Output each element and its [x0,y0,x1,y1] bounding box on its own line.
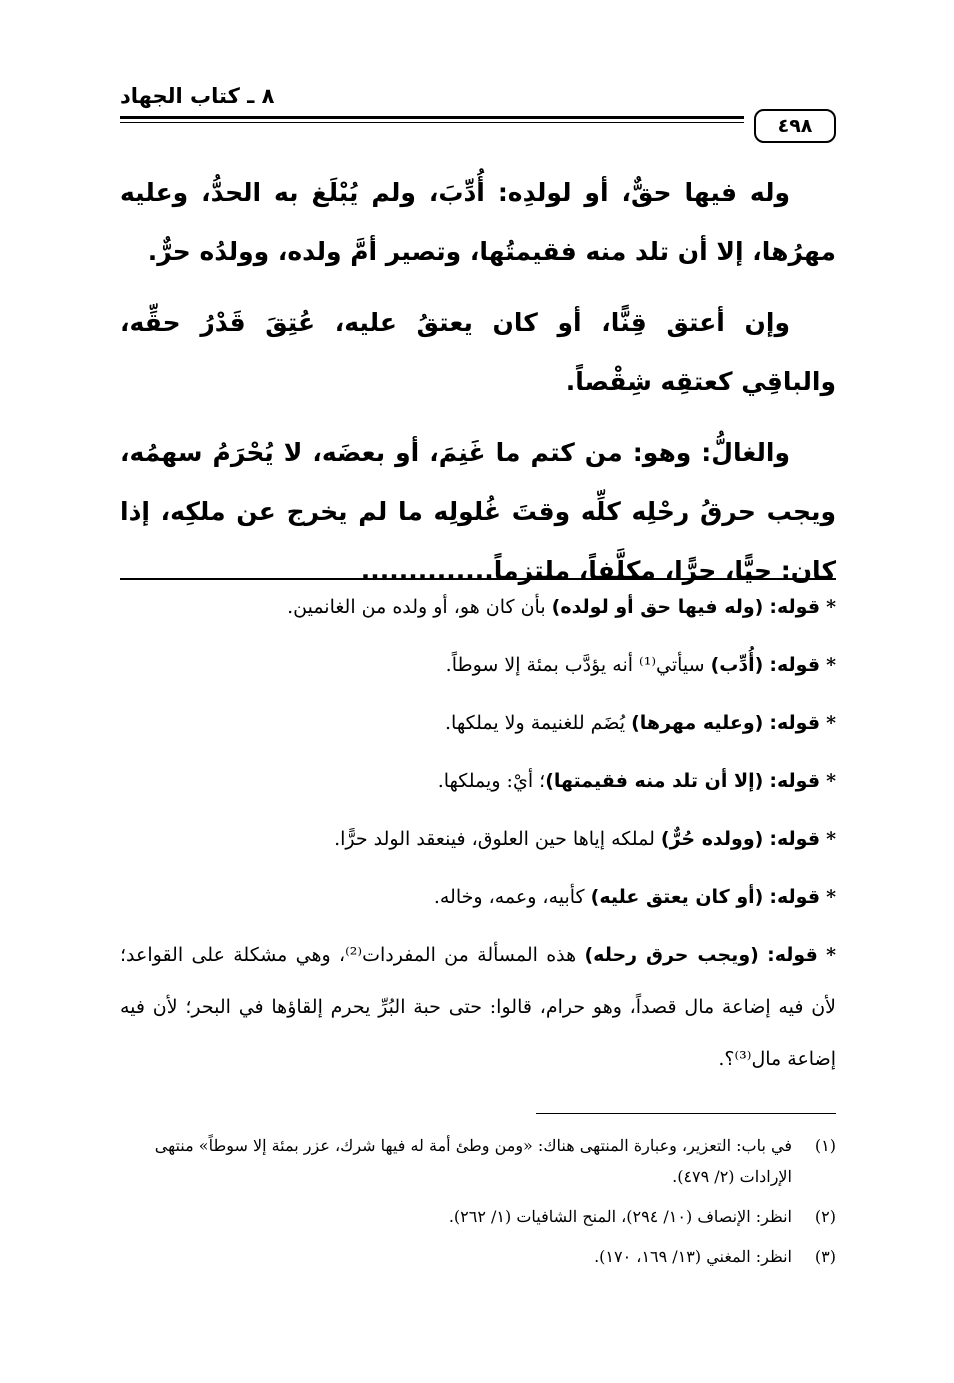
footnotes [120,1130,836,1281]
commentary-text: هذه المسألة من المفردات⁽²⁾، وهي مشكلة على القواعد؛ لأن فيه إضاعة مال قصداً، وهو حرام، قالوا: حتى حبة البُرِّ يحرم إلقاؤها في البحر؛ لأن فيه إضاعة مال⁽³⁾؟. [120,944,836,1070]
commentary-lemma: (أو كان يعتق عليه) [590,886,764,908]
commentary-item [120,824,836,854]
main-paragraph: وله فيها حقٌّ، أو لولدِه: أُدِّبَ، ولم يُبْلَغ به الحدُّ، وعليه مهرُها، إلا أن تلد منه فقيمتُها، وتصير أمَّ ولده، وولدُه حرٌّ. [120,178,836,266]
commentary-separator [120,578,836,580]
chapter-title: ٨ ـ كتاب الجهاد [120,84,275,108]
commentary-item [120,766,836,796]
commentary-intro: قوله: [769,886,821,908]
commentary-intro: قوله: [769,596,821,618]
star-marker: * [826,712,836,734]
commentary-text: سيأتي⁽¹⁾ أنه يؤدَّب بمئة إلا سوطاً. [445,654,711,676]
footnote [120,1241,836,1272]
footnote-text: انظر: الإنصاف (١٠/ ٢٩٤)، المنح الشافيات (١/ ٢٦٢). [448,1207,792,1226]
star-marker: * [826,886,836,908]
star-marker: * [826,654,836,676]
commentary-item [120,592,836,622]
ellipsis-dots: ............. [360,556,485,585]
commentary-text: يُضَم للغنيمة ولا يملكها. [445,712,632,734]
star-marker: * [826,944,837,966]
commentary-text: لملكه إياها حين العلوق، فينعقد الولد حرًّا. [334,828,661,850]
commentary-lemma: (أُدِّب) [710,654,764,676]
commentary-intro: قوله: [767,944,818,966]
commentary-lemma: (وله فيها حق أو لولده) [551,596,764,618]
main-paragraph: وإن أعتق قِنًّا، أو كان يعتقُ عليه، عُتِقَ قَدْرُ حقِّه، والباقِي كعتقِه شِقْصاً. [120,308,836,396]
footnote-text: انظر: المغني (١٣/ ١٦٩، ١٧٠). [594,1247,792,1266]
commentary-item [120,650,836,680]
star-marker: * [826,770,836,792]
commentary-item [120,882,836,912]
main-paragraph [120,423,836,600]
footnote-number: (٢) [814,1207,836,1226]
commentary-item [120,708,836,738]
footnote-number: (٣) [814,1247,836,1266]
footnote-number: (١) [814,1136,836,1155]
footnote-separator [536,1113,836,1114]
commentary-intro: قوله: [769,770,821,792]
footnote [120,1130,836,1192]
commentary-lemma: (ويجب حرق رحله) [584,944,759,966]
main-paragraph-text: والغالُّ: وهو: من كتم ما غَنِمَ، أو بعضَه، لا يُحْرَمُ سهمُه، ويجب حرقُ رحْلِه كلِّه وقتَ غُلولِه ما لم يخرج عن ملكِه، إذا كان: حيًّا، حرًّا، مكلَّفاً، ملتزماً. [120,438,836,585]
running-header [120,82,836,137]
commentary-lemma: (وولده حُرٌّ) [660,828,764,850]
commentary [120,592,836,1113]
commentary-text: ؛ أيْ: ويملكها. [437,770,546,792]
footnote [120,1201,836,1232]
commentary-item [120,929,836,1085]
header-rule [120,116,744,123]
star-marker: * [826,596,836,618]
commentary-intro: قوله: [769,828,821,850]
main-text [120,163,836,600]
footnote-text: في باب: التعزير، وعبارة المنتهى هناك: «ومن وطئ أمة له فيها شرك، عزر بمئة إلا سوطاً» منتهى الإرادات (٢/ ٤٧٩). [154,1136,792,1186]
commentary-lemma: (إلا أن تلد منه فقيمتها) [545,770,764,792]
commentary-text: بأن كان هو، أو ولده من الغانمين. [287,596,552,618]
commentary-text: كأبيه، وعمه، وخاله. [433,886,591,908]
commentary-intro: قوله: [769,712,821,734]
star-marker: * [826,828,836,850]
page-number: ٤٩٨ [754,109,836,143]
commentary-intro: قوله: [769,654,821,676]
commentary-lemma: (وعليه مهرها) [631,712,764,734]
